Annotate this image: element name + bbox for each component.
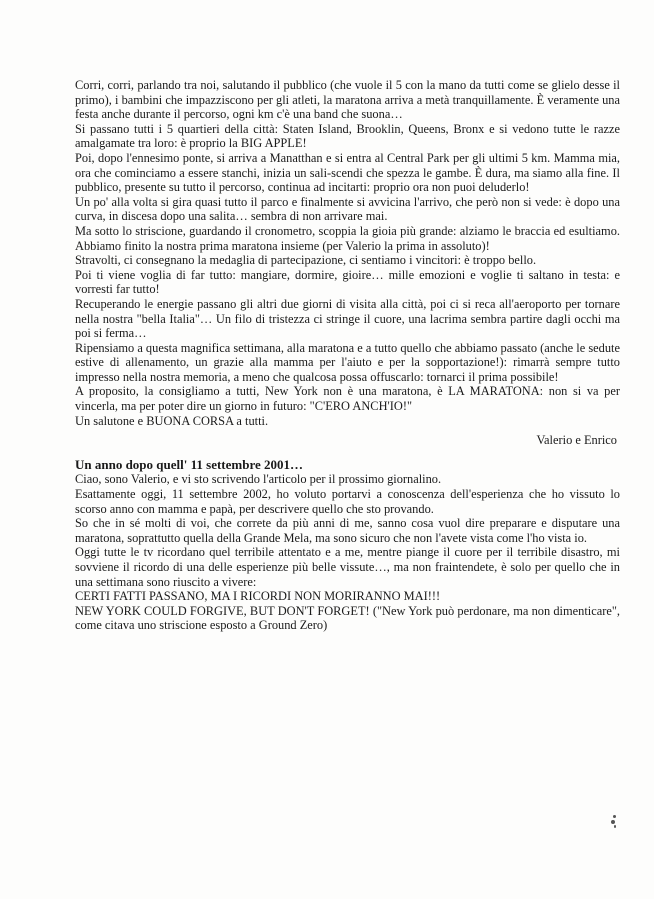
article-paragraph: Ciao, sono Valerio, e vi sto scrivendo l'articolo per il prossimo giornalino. [75,472,442,487]
marathon-article [75,78,620,448]
article-paragraph: Oggi tutte le tv ricordano quel terribile attentato e a me, mentre piange il cuore per il terribile disastro, mi sovviene il ricordo di una delle esperienze più belle vissute…, ma non fraintendete, è solo per quello che in una settimana sono riuscito a vivere: [75,545,620,589]
article-paragraph: Recuperando le energie passano gli altri due giorni di visita alla città, poi ci si reca all'aeroporto per tornare nella nostra "bella Italia"… Un filo di tristezza ci stringe il cuore, una lacrima sembra partire dagli occhi ma poi si ferma… [75,296,620,341]
september-11-article [75,458,620,633]
article-paragraph: Ripensiamo a questa magnifica settimana, alla maratona e a tutto quello che abbiamo passato (anche le sedute estive di allenamento, un grazie alla mamma per l'aiuto e per la sopportazione!): rimarrà sempre tutto impresso nella nostra memoria, a meno che qualcosa possa offuscarlo: tornarci il prima possibile! [75,340,620,384]
article-paragraph: Ma sotto lo striscione, guardando il cronometro, scoppia la gioia più grande: alziamo le braccia ed esultiamo. Abbiamo finito la nostra prima maratona insieme (per Valerio la prima in assoluto)! [75,223,620,253]
article-paragraph: Si passano tutti i 5 quartieri della città: Staten Island, Brooklin, Queens, Bronx e si vedono tutte le razze amalgamate tra loro: è proprio la BIG APPLE! [75,121,620,151]
article-paragraph: Un salutone e BUONA CORSA a tutti. [75,413,269,428]
article-paragraph: Poi, dopo l'ennesimo ponte, si arriva a Manatthan e si entra al Central Park per gli ultimi 5 km. Mamma mia, ora che cominciamo a essere stanchi, inizia un sali-scendi che spezza le gambe. È dura, ma siamo alla fine. Il pubblico, presente su tutto il percorso, continua ad incitarti: proprio ora non puoi deluderlo! [75,150,620,195]
article-signature: Valerio e Enrico [536,433,617,448]
closing-paragraph: NEW YORK COULD FORGIVE, BUT DON'T FORGET! ("New York può perdonare, ma non dimenticare", come citava uno striscione esposto a Ground Zero) [75,603,620,633]
article-paragraph: Corri, corri, parlando tra noi, salutando il pubblico (che vuole il 5 con la mano da tutti come se glielo desse il primo), i bambini che impazziscono per gli atleti, la maratona arriva a metà tranquillamente. È veramente una festa anche durante il percorso, ogni km c'è una band che suona… [75,78,620,122]
article-paragraph: Un po' alla volta si gira quasi tutto il parco e finalmente si avvicina l'arrivo, che però non si vede: è dopo una curva, in discesa dopo una salita… sembra di non arrivare mai. [75,194,620,224]
article-paragraph: Esattamente oggi, 11 settembre 2002, ho voluto portarvi a conoscenza dell'esperienza che ho vissuto lo scorso anno con mamma e papà, per descrivere quello che sto provando. [75,487,620,516]
motto-line: CERTI FATTI PASSANO, MA I RICORDI NON MORIRANNO MAI!!! [75,589,441,604]
section-title: Un anno dopo quell' 11 settembre 2001… [75,456,304,472]
scan-speck [611,815,617,829]
article-paragraph: A proposito, la consigliamo a tutti, New York non è una maratona, è LA MARATONA: non si va per vincerla, ma per poter dire un giorno in futuro: "C'ERO ANCH'IO!" [75,384,620,414]
article-paragraph: Poi ti viene voglia di far tutto: mangiare, dormire, gioire… mille emozioni e voglie ti saltano in testa: e vorresti far tutto! [75,267,620,297]
page-content [75,78,620,633]
article-paragraph: So che in sé molti di voi, che correte da più anni di me, sanno cosa vuol dire preparare e disputare una maratona, soprattutto quella della Grande Mela, ma sono sicuro che non l'avete vista come l'ho vista io. [75,516,620,545]
article-paragraph: Stravolti, ci consegnano la medaglia di partecipazione, ci sentiamo i vincitori: è troppo bello. [75,253,537,268]
